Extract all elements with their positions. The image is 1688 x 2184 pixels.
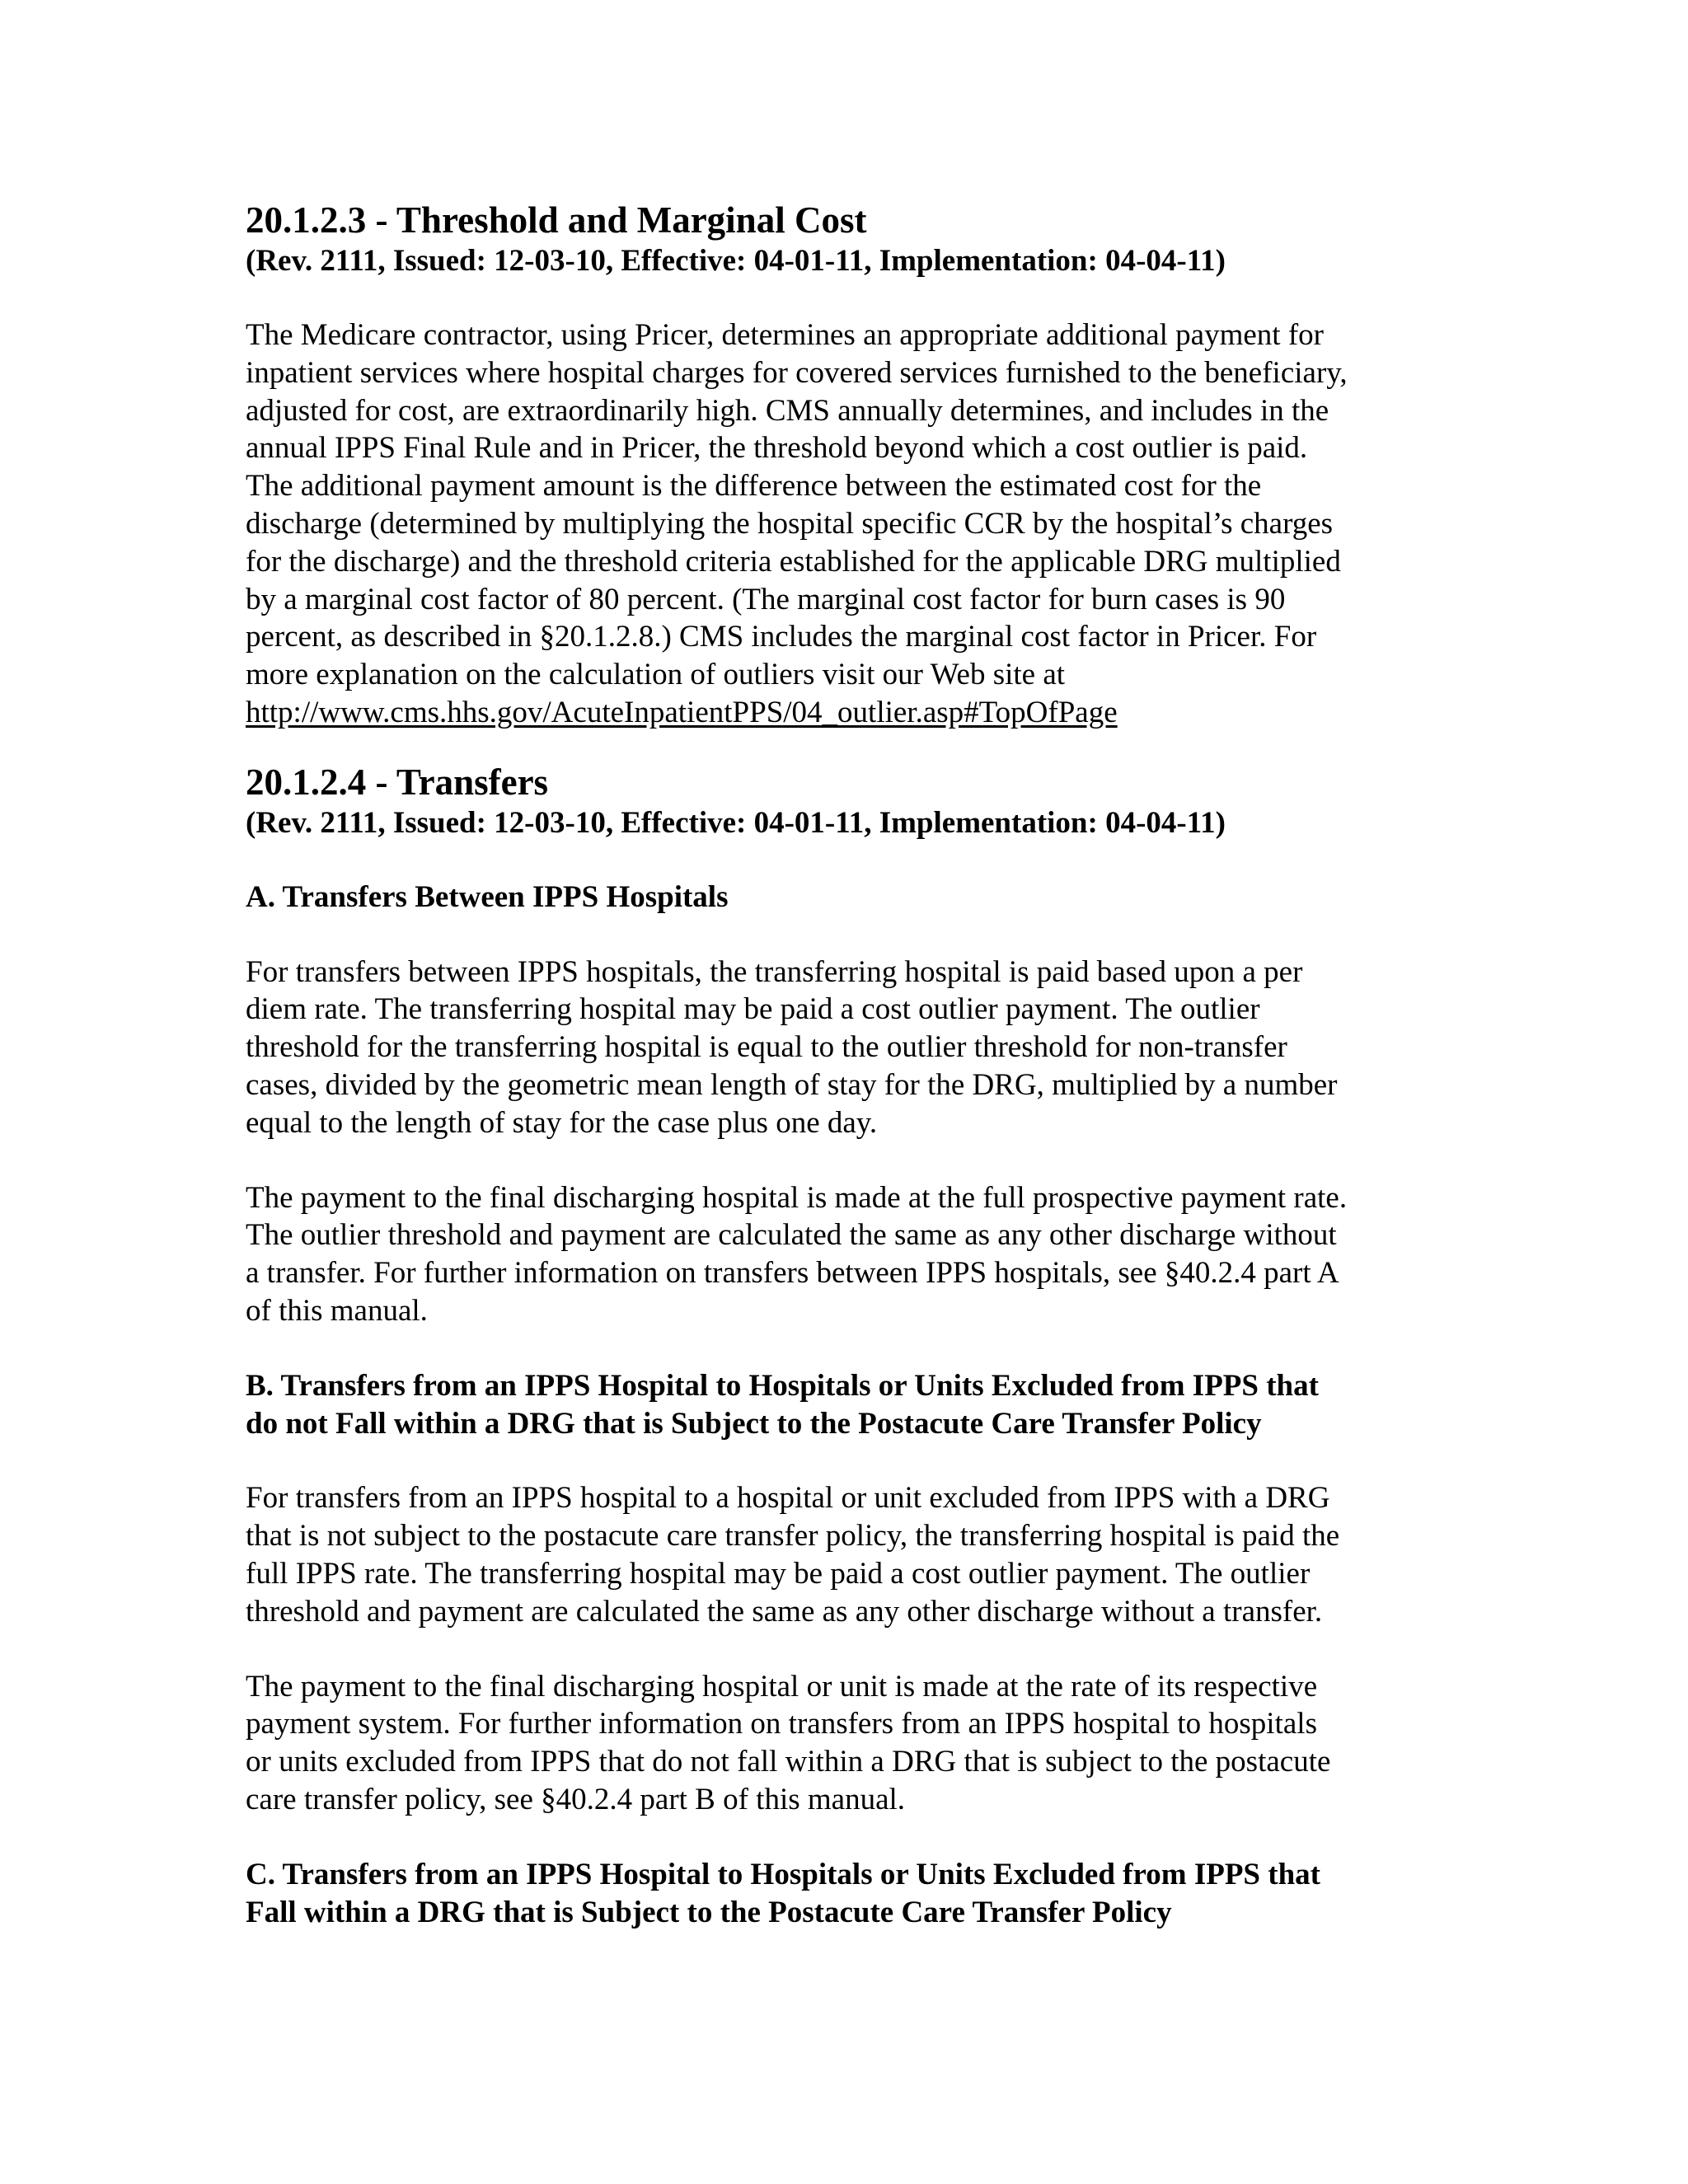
text-line: cases, divided by the geometric mean length of stay for the DRG, multiplied by a number xyxy=(246,1067,1338,1102)
text-line: threshold for the transferring hospital is equal to the outlier threshold for non-transfer xyxy=(246,1030,1287,1065)
text-line: or units excluded from IPPS that do not fall within a DRG that is subject to the postacute xyxy=(246,1745,1331,1779)
text-line: annual IPPS Final Rule and in Pricer, the threshold beyond which a cost outlier is paid. xyxy=(246,431,1308,466)
text-line: payment system. For further information on transfers from an IPPS hospital to hospitals xyxy=(246,1707,1317,1741)
text-line: For transfers from an IPPS hospital to a hospital or unit excluded from IPPS with a DRG xyxy=(246,1481,1330,1516)
subsection-a xyxy=(246,879,1449,1330)
text-line: diem rate. The transferring hospital may be paid a cost outlier payment. The outlier xyxy=(246,992,1260,1027)
section-title: 20.1.2.4 - Transfers xyxy=(246,761,549,803)
subsection-b xyxy=(246,1367,1449,1819)
text-line: discharge (determined by multiplying the hospital specific CCR by the hospital’s charges xyxy=(246,506,1334,541)
text-line: equal to the length of stay for the case plus one day. xyxy=(246,1105,878,1140)
section-transfers xyxy=(246,760,1449,1932)
subsection-heading: B. Transfers from an IPPS Hospital to Hospitals or Units Excluded from IPPS that xyxy=(246,1368,1319,1403)
text-line: that is not subject to the postacute care transfer policy, the transferring hospital is paid the xyxy=(246,1519,1340,1554)
subsection-heading: do not Fall within a DRG that is Subject to the Postacute Care Transfer Policy xyxy=(246,1406,1262,1441)
paragraph xyxy=(246,954,1449,1142)
text-line: more explanation on the calculation of outliers visit our Web site at xyxy=(246,658,1066,692)
text-line: adjusted for cost, are extraordinarily high. CMS annually determines, and includes in the xyxy=(246,393,1329,428)
text-line: percent, as described in §20.1.2.8.) CMS includes the marginal cost factor in Pricer. For xyxy=(246,620,1317,654)
revision-note: (Rev. 2111, Issued: 12-03-10, Effective: 04-01-11, Implementation: 04-04-11) xyxy=(246,244,1226,278)
text-line: The Medicare contractor, using Pricer, determines an appropriate additional payment for xyxy=(246,318,1324,352)
text-line: by a marginal cost factor of 80 percent. (The marginal cost factor for burn cases is 90 xyxy=(246,582,1286,616)
text-line: threshold and payment are calculated the same as any other discharge without a transfer. xyxy=(246,1594,1323,1629)
text-line: The payment to the final discharging hospital or unit is made at the rate of its respective xyxy=(246,1669,1318,1704)
paragraph xyxy=(246,316,1449,732)
document-page xyxy=(246,198,1449,1931)
outlier-web-link[interactable]: http://www.cms.hhs.gov/AcuteInpatientPPS/04_outlier.asp#TopOfPage xyxy=(246,695,1118,729)
paragraph xyxy=(246,1668,1449,1819)
text-line: The additional payment amount is the difference between the estimated cost for the xyxy=(246,469,1262,504)
text-line: For transfers between IPPS hospitals, the transferring hospital is paid based upon a per xyxy=(246,954,1303,989)
section-title: 20.1.2.3 - Threshold and Marginal Cost xyxy=(246,199,867,241)
text-line: a transfer. For further information on transfers between IPPS hospitals, see §40.2.4 part A xyxy=(246,1256,1339,1291)
subsection-c xyxy=(246,1856,1449,1932)
text-line: The outlier threshold and payment are calculated the same as any other discharge without xyxy=(246,1218,1337,1253)
subsection-heading: C. Transfers from an IPPS Hospital to Hospitals or Units Excluded from IPPS that xyxy=(246,1857,1320,1891)
section-threshold-marginal-cost xyxy=(246,198,1449,732)
subsection-heading: A. Transfers Between IPPS Hospitals xyxy=(246,879,729,914)
paragraph xyxy=(246,1179,1449,1330)
paragraph xyxy=(246,1479,1449,1630)
subsection-heading: Fall within a DRG that is Subject to the Postacute Care Transfer Policy xyxy=(246,1895,1172,1929)
revision-note: (Rev. 2111, Issued: 12-03-10, Effective: 04-01-11, Implementation: 04-04-11) xyxy=(246,805,1226,840)
text-line: full IPPS rate. The transferring hospital may be paid a cost outlier payment. The outlier xyxy=(246,1556,1311,1591)
text-line: inpatient services where hospital charges for covered services furnished to the beneficiary, xyxy=(246,355,1348,390)
text-line: for the discharge) and the threshold criteria established for the applicable DRG multiplied xyxy=(246,544,1341,579)
text-line: The payment to the final discharging hospital is made at the full prospective payment rate. xyxy=(246,1180,1348,1215)
outlier-link-line xyxy=(246,694,1449,732)
text-line: of this manual. xyxy=(246,1293,428,1328)
text-line: care transfer policy, see §40.2.4 part B of this manual. xyxy=(246,1782,906,1816)
